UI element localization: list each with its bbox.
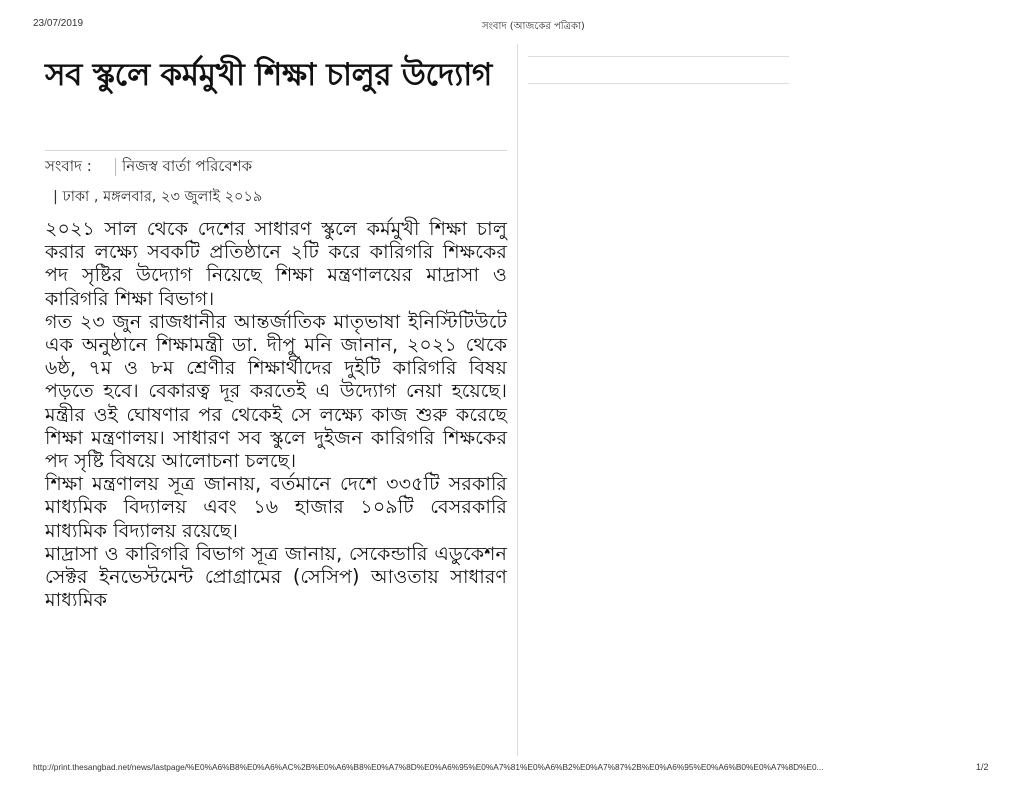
page-number: 1/2 xyxy=(976,762,989,772)
paragraph: মাদ্রাসা ও কারিগরি বিভাগ সূত্র জানায়, সেকেন্ডারি এডুকেশন সেক্টর ইনভেস্টমেন্ট প্রোগ্রামের (সেসিপ) আওতায় সাধারণ মাধ্যমিক xyxy=(45,541,507,612)
paragraph: শিক্ষা মন্ত্রণালয় সূত্র জানায়, বর্তমানে দেশে ৩৩৫টি সরকারি মাধ্যমিক বিদ্যালয় এবং ১৬ হাজার ১০৯টি বেসরকারি মাধ্যমিক বিদ্যালয় রয়েছে। xyxy=(45,472,507,542)
column-divider xyxy=(517,44,518,756)
headline-divider xyxy=(45,150,507,151)
dateline: | ঢাকা , মঙ্গলবার, ২৩ জুলাই ২০১৯ xyxy=(53,189,263,205)
byline-separator xyxy=(115,158,116,176)
article xyxy=(45,54,507,97)
paragraph: ২০২১ সাল থেকে দেশের সাধারণ স্কুলে কর্মমুখী শিক্ষা চালু করার লক্ষ্যে সবকটি প্রতিষ্ঠানে ২টি করে কারিগরি শিক্ষকের পদ সৃষ্টির উদ্যোগ নিয়েছে শিক্ষা মন্ত্রণালয়ের মাদ্রাসা ও কারিগরি শিক্ষা বিভাগ। xyxy=(45,217,507,310)
print-date: 23/07/2019 xyxy=(33,18,84,29)
print-url: http://print.thesangbad.net/news/lastpage/%E0%A6%B8%E0%A6%AC%2B%E0%A6%B8%E0%A7%8D%E0%A6%95%E0%A7%81%E0%A6%B2%E0%A7%87%2B%E0%A6%95%E0%A6%B0%E0%A7%8D%E0... xyxy=(33,762,824,772)
source-label: সংবাদ : xyxy=(45,157,92,175)
sidebar-divider xyxy=(528,83,789,84)
byline xyxy=(45,155,252,180)
article-body xyxy=(45,217,507,611)
sidebar-divider xyxy=(528,56,789,57)
reporter: নিজস্ব বার্তা পরিবেশক xyxy=(122,157,253,175)
paragraph: গত ২৩ জুন রাজধানীর আন্তর্জাতিক মাতৃভাষা ইনিস্টিটিউটে এক অনুষ্ঠানে শিক্ষামন্ত্রী ডা. দীপু মনি জানান, ২০২১ থেকে ৬ষ্ঠ, ৭ম ও ৮ম শ্রেণীর শিক্ষার্থীদের দুইটি কারিগরি বিষয় পড়তে হবে। বেকারত্ব দূর করতেই এ উদ্যোগ নেয়া হয়েছে। মন্ত্রীর ওই ঘোষণার পর থেকেই সে লক্ষ্যে কাজ শুরু করেছে শিক্ষা মন্ত্রণালয়। সাধারণ সব স্কুলে দুইজন কারিগরি শিক্ষকের পদ সৃষ্টি বিষয়ে আলোচনা চলছে। xyxy=(45,309,507,473)
print-page-title: সংবাদ (আজকের পত্রিকা) xyxy=(482,21,585,32)
headline: সব স্কুলে কর্মমুখী শিক্ষা চালুর উদ্যোগ xyxy=(45,57,492,93)
